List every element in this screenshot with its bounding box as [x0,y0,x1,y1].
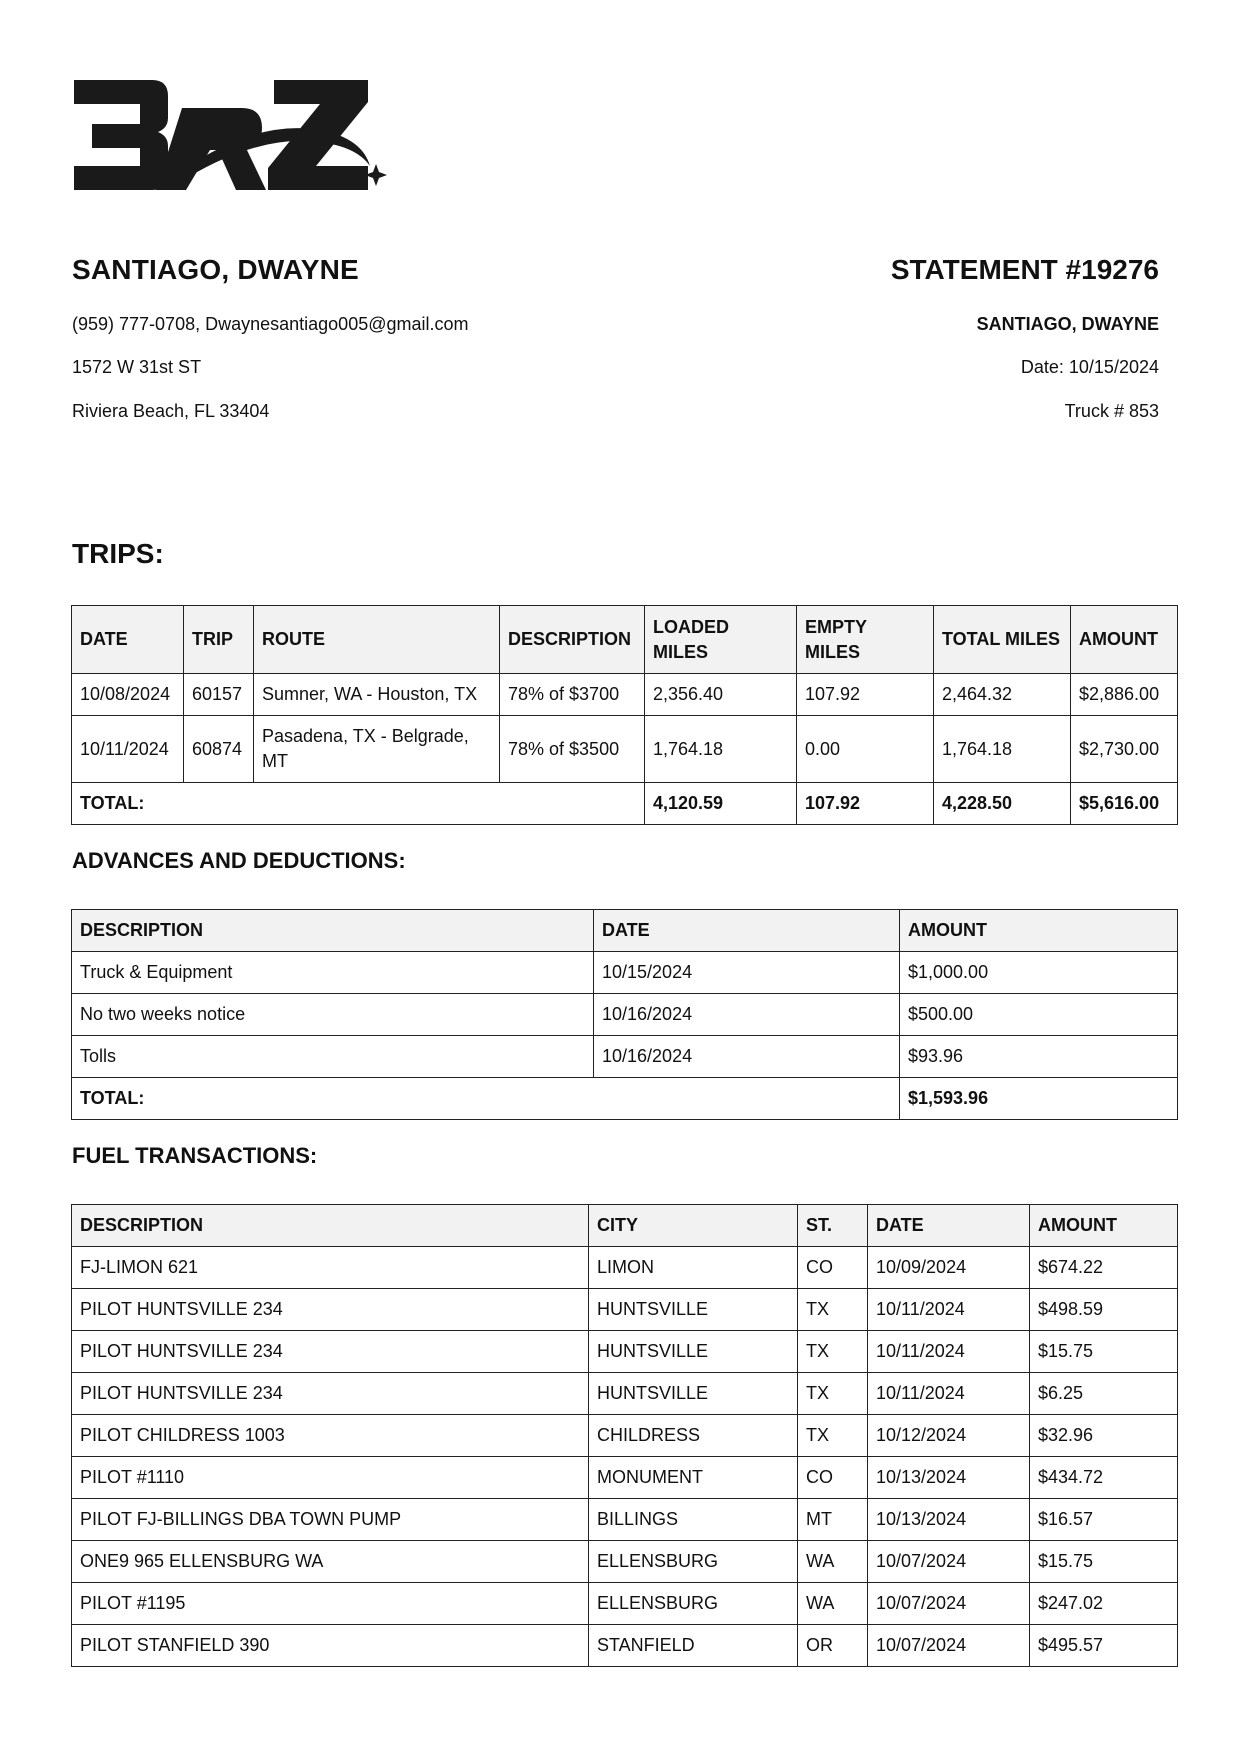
cell-date: 10/07/2024 [868,1625,1030,1667]
cell-loaded-miles: 2,356.40 [645,674,797,716]
advances-total-row [72,1078,1178,1120]
table-row [72,1625,1178,1667]
total-label: TOTAL: [72,1078,900,1120]
cell-empty-miles: 0.00 [797,716,934,783]
cell-date: 10/16/2024 [594,994,900,1036]
col-date: DATE [72,606,184,674]
col-route: ROUTE [254,606,500,674]
fuel-title: FUEL TRANSACTIONS: [72,1143,318,1168]
cell-amount: $93.96 [900,1036,1178,1078]
cell-date: 10/08/2024 [72,674,184,716]
table-header-row [72,606,1178,674]
cell-amount: $500.00 [900,994,1178,1036]
driver-address-line1: 1572 W 31st ST [72,357,202,377]
table-row [72,1583,1178,1625]
col-date: DATE [594,910,900,952]
cell-date: 10/07/2024 [868,1583,1030,1625]
cell-route: Pasadena, TX - Belgrade, MT [254,716,500,783]
col-date: DATE [868,1205,1030,1247]
total-loaded-miles: 4,120.59 [645,783,797,825]
cell-description: ONE9 965 ELLENSBURG WA [72,1541,589,1583]
cell-description: PILOT HUNTSVILLE 234 [72,1373,589,1415]
cell-city: BILLINGS [589,1499,798,1541]
table-row [72,716,1178,783]
col-city: CITY [589,1205,798,1247]
table-row [72,1415,1178,1457]
table-row [72,1331,1178,1373]
col-trip: TRIP [184,606,254,674]
cell-amount: $15.75 [1030,1331,1178,1373]
col-description: DESCRIPTION [500,606,645,674]
cell-amount: $434.72 [1030,1457,1178,1499]
cell-city: ELLENSBURG [589,1583,798,1625]
cell-total-miles: 2,464.32 [934,674,1071,716]
cell-date: 10/11/2024 [868,1331,1030,1373]
brz-logo [70,78,390,196]
cell-date: 10/09/2024 [868,1247,1030,1289]
cell-amount: $15.75 [1030,1541,1178,1583]
cell-route: Sumner, WA - Houston, TX [254,674,500,716]
table-row [72,1373,1178,1415]
cell-state: CO [798,1457,868,1499]
statement-date: Date: 10/15/2024 [1020,357,1159,377]
cell-total-miles: 1,764.18 [934,716,1071,783]
table-row [72,674,1178,716]
cell-amount: $674.22 [1030,1247,1178,1289]
cell-amount: $6.25 [1030,1373,1178,1415]
cell-loaded-miles: 1,764.18 [645,716,797,783]
cell-description: PILOT HUNTSVILLE 234 [72,1331,589,1373]
cell-date: 10/07/2024 [868,1541,1030,1583]
cell-description: FJ-LIMON 621 [72,1247,589,1289]
cell-amount: $498.59 [1030,1289,1178,1331]
driver-contact: (959) 777-0708, Dwaynesantiago005@gmail.com [72,314,469,334]
cell-amount: $495.57 [1030,1625,1178,1667]
cell-state: CO [798,1247,868,1289]
cell-description: PILOT #1195 [72,1583,589,1625]
total-total-miles: 4,228.50 [934,783,1071,825]
col-amount: AMOUNT [900,910,1178,952]
cell-city: LIMON [589,1247,798,1289]
col-loaded-miles: LOADED MILES [645,606,797,674]
cell-state: OR [798,1625,868,1667]
table-row [72,1247,1178,1289]
col-amount: AMOUNT [1030,1205,1178,1247]
col-description: DESCRIPTION [72,910,594,952]
cell-date: 10/12/2024 [868,1415,1030,1457]
table-header-row [72,910,1178,952]
cell-city: HUNTSVILLE [589,1289,798,1331]
cell-trip: 60157 [184,674,254,716]
cell-state: TX [798,1289,868,1331]
statement-name: SANTIAGO, DWAYNE [976,314,1159,334]
cell-date: 10/13/2024 [868,1499,1030,1541]
cell-description: PILOT FJ-BILLINGS DBA TOWN PUMP [72,1499,589,1541]
cell-date: 10/16/2024 [594,1036,900,1078]
cell-city: STANFIELD [589,1625,798,1667]
cell-city: HUNTSVILLE [589,1373,798,1415]
table-row [72,1499,1178,1541]
col-amount: AMOUNT [1071,606,1178,674]
cell-date: 10/15/2024 [594,952,900,994]
table-header-row [72,1205,1178,1247]
cell-amount: $32.96 [1030,1415,1178,1457]
cell-amount: $247.02 [1030,1583,1178,1625]
cell-amount: $1,000.00 [900,952,1178,994]
cell-state: MT [798,1499,868,1541]
advances-table [71,909,1178,1120]
fuel-table [71,1204,1178,1667]
cell-city: ELLENSBURG [589,1541,798,1583]
cell-description: 78% of $3700 [500,674,645,716]
advances-title: ADVANCES AND DEDUCTIONS: [72,848,406,873]
cell-trip: 60874 [184,716,254,783]
cell-state: TX [798,1415,868,1457]
cell-date: 10/11/2024 [72,716,184,783]
cell-description: Truck & Equipment [72,952,594,994]
cell-state: TX [798,1331,868,1373]
cell-date: 10/11/2024 [868,1289,1030,1331]
cell-description: No two weeks notice [72,994,594,1036]
cell-description: PILOT STANFIELD 390 [72,1625,589,1667]
cell-amount: $2,730.00 [1071,716,1178,783]
total-empty-miles: 107.92 [797,783,934,825]
cell-city: CHILDRESS [589,1415,798,1457]
cell-city: HUNTSVILLE [589,1331,798,1373]
table-row [72,994,1178,1036]
driver-address-line2: Riviera Beach, FL 33404 [72,401,270,421]
col-description: DESCRIPTION [72,1205,589,1247]
statement-title: STATEMENT #19276 [890,254,1159,285]
table-row [72,952,1178,994]
table-row [72,1289,1178,1331]
cell-description: Tolls [72,1036,594,1078]
total-label: TOTAL: [72,783,645,825]
cell-city: MONUMENT [589,1457,798,1499]
cell-amount: $2,886.00 [1071,674,1178,716]
cell-state: TX [798,1373,868,1415]
cell-date: 10/13/2024 [868,1457,1030,1499]
cell-state: WA [798,1583,868,1625]
cell-description: PILOT HUNTSVILLE 234 [72,1289,589,1331]
truck-number: Truck # 853 [1064,401,1159,421]
cell-amount: $16.57 [1030,1499,1178,1541]
cell-description: 78% of $3500 [500,716,645,783]
trips-title: TRIPS: [72,538,164,569]
table-row [72,1457,1178,1499]
total-amount: $1,593.96 [900,1078,1178,1120]
table-row [72,1541,1178,1583]
table-row [72,1036,1178,1078]
cell-description: PILOT #1110 [72,1457,589,1499]
total-amount: $5,616.00 [1071,783,1178,825]
cell-date: 10/11/2024 [868,1373,1030,1415]
driver-name: SANTIAGO, DWAYNE [72,254,359,285]
trips-table [71,605,1178,825]
cell-empty-miles: 107.92 [797,674,934,716]
col-empty-miles: EMPTY MILES [797,606,934,674]
cell-description: PILOT CHILDRESS 1003 [72,1415,589,1457]
cell-state: WA [798,1541,868,1583]
col-total-miles: TOTAL MILES [934,606,1071,674]
trips-total-row [72,783,1178,825]
col-state: ST. [798,1205,868,1247]
